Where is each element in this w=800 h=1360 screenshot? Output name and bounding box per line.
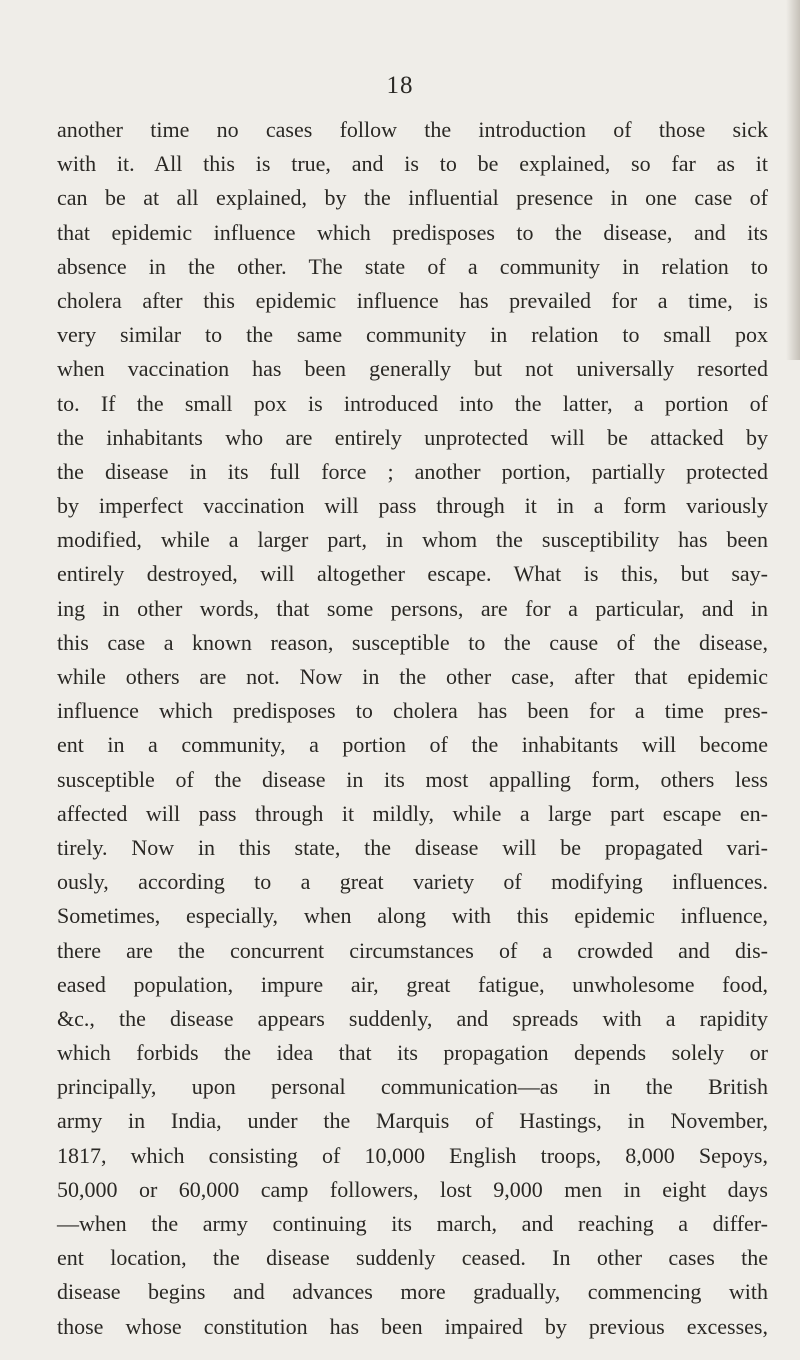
text-line: modified, while a larger part, in whom the susceptibility has been (57, 527, 768, 553)
text-line: to. If the small pox is introduced into the latter, a portion of (57, 390, 768, 416)
text-line: by imperfect vaccination will pass through it in a form variously (57, 493, 768, 519)
text-line: with it. All this is true, and is to be explained, so far as it (57, 151, 768, 177)
text-line: army in India, under the Marquis of Hastings, in November, (57, 1108, 768, 1134)
text-line: there are the concurrent circumstances of a crowded and dis- (57, 937, 768, 963)
text-line: ing in other words, that some persons, are for a particular, and in (57, 595, 768, 621)
text-line: tirely. Now in this state, the disease will be propagated vari- (57, 834, 768, 860)
text-line: when vaccination has been generally but not universally resorted (57, 356, 768, 382)
text-line: cholera after this epidemic influence has prevailed for a time, is (57, 287, 768, 313)
text-line: entirely destroyed, will altogether escape. What is this, but say- (57, 561, 768, 587)
text-line: ent location, the disease suddenly ceased. In other cases the (57, 1245, 768, 1271)
text-line: susceptible of the disease in its most appalling form, others less (57, 766, 768, 792)
text-line: 1817, which consisting of 10,000 English troops, 8,000 Sepoys, (57, 1142, 768, 1168)
text-line: ent in a community, a portion of the inhabitants will become (57, 732, 768, 758)
text-line: &c., the disease appears suddenly, and spreads with a rapidity (57, 1005, 768, 1031)
page-number: 18 (386, 72, 414, 99)
text-line: that epidemic influence which predisposes to the disease, and its (57, 219, 768, 245)
text-line: —when the army continuing its march, and reaching a differ- (57, 1211, 768, 1236)
text-line: the disease in its full force ; another portion, partially protected (57, 458, 768, 484)
text-line: principally, upon personal communication—as in the British (57, 1074, 768, 1100)
text-line: eased population, impure air, great fatigue, unwholesome food, (57, 971, 768, 997)
text-line: very similar to the same community in relation to small pox (57, 322, 768, 348)
text-line: 50,000 or 60,000 camp followers, lost 9,000 men in eight days (57, 1176, 768, 1202)
text-line: while others are not. Now in the other case, after that epidemic (57, 664, 768, 689)
text-line: affected will pass through it mildly, while a large part escape en- (57, 800, 768, 826)
text-line: ously, according to a great variety of modifying influences. (57, 869, 768, 895)
text-line: this case a known reason, susceptible to the cause of the disease, (57, 629, 768, 655)
text-line: another time no cases follow the introduction of those sick (57, 117, 768, 142)
text-line: influence which predisposes to cholera has been for a time pres- (57, 698, 768, 724)
page-edge-shadow (786, 0, 800, 360)
text-line: can be at all explained, by the influential presence in one case of (57, 185, 768, 211)
text-line: those whose constitution has been impaired by previous excesses, (57, 1313, 768, 1339)
text-line: Sometimes, especially, when along with this epidemic influence, (57, 903, 768, 929)
body-text (57, 113, 768, 1344)
text-line: which forbids the idea that its propagation depends solely or (57, 1040, 768, 1066)
text-line: absence in the other. The state of a community in relation to (57, 253, 768, 279)
text-line: disease begins and advances more gradually, commencing with (57, 1279, 768, 1305)
text-line: the inhabitants who are entirely unprotected will be attacked by (57, 424, 768, 450)
